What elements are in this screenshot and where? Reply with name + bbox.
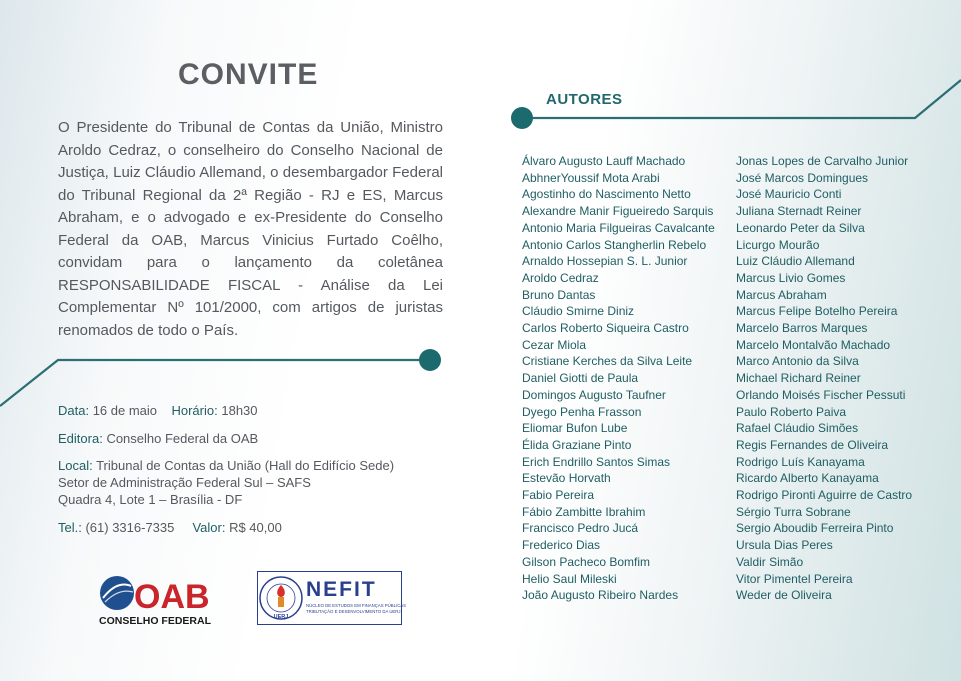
author-name: Frederico Dias <box>522 538 601 553</box>
author-name: Antonio Maria Filgueiras Cavalcante <box>522 220 715 235</box>
author-name: Cezar Miola <box>522 337 587 352</box>
author-name: Luiz Cláudio Allemand <box>736 254 855 269</box>
event-date-time <box>58 402 258 419</box>
author-name: Licurgo Mourão <box>736 237 820 252</box>
publisher-value: Conselho Federal da OAB <box>106 431 259 446</box>
event-place <box>58 457 394 508</box>
oab-caption: CONSELHO FEDERAL <box>99 615 212 627</box>
author-name: Sergio Aboudib Ferreira Pinto <box>736 521 894 536</box>
author-name: Daniel Giotti de Paula <box>522 371 639 386</box>
time-value: 18h30 <box>221 403 258 418</box>
author-name: Estevão Horvath <box>522 471 611 486</box>
oab-emblem <box>97 572 212 628</box>
nefit-seal-text: UERJ <box>273 614 289 620</box>
nefit-name: NEFIT <box>306 578 377 601</box>
author-name: Rodrigo Pironti Aguirre de Castro <box>736 488 913 503</box>
phone-label: Tel.: <box>58 520 82 535</box>
author-name: José Mauricio Conti <box>736 187 842 202</box>
price-value: R$ 40,00 <box>229 520 282 535</box>
author-name: Marco Antonio da Silva <box>736 354 859 369</box>
event-publisher <box>58 430 258 447</box>
author-name: AbhnerYoussif Mota Arabi <box>522 170 660 185</box>
author-name: Álvaro Augusto Lauff Machado <box>522 154 686 168</box>
author-name: Cláudio Smirne Diniz <box>522 304 635 319</box>
invite-title: CONVITE <box>178 58 319 91</box>
author-name: Marcelo Montalvão Machado <box>736 337 891 352</box>
phone-value: (61) 3316-7335 <box>85 520 175 535</box>
author-name: Valdir Simão <box>736 554 804 569</box>
author-name: Aroldo Cedraz <box>522 270 599 285</box>
author-name: Arnaldo Hossepian S. L. Junior <box>522 254 688 269</box>
author-name: Paulo Roberto Paiva <box>736 404 847 419</box>
oab-letters: OAB <box>134 578 210 616</box>
author-name: Orlando Moisés Fischer Pessuti <box>736 387 906 402</box>
author-name: Antonio Carlos Stangherlin Rebelo <box>522 237 707 252</box>
nefit-caption-1: NÚCLEO DE ESTUDOS EM FINANÇAS PÚBLICAS <box>306 603 407 608</box>
left-divider-dot <box>419 349 441 371</box>
author-name: Élida Graziane Pinto <box>522 437 632 452</box>
author-name: Rodrigo Luís Kanayama <box>736 454 865 469</box>
event-contact-price <box>58 519 282 536</box>
author-name: Fabio Pereira <box>522 488 595 503</box>
author-name: Eliomar Bufon Lube <box>522 421 628 436</box>
price-label: Valor: <box>192 520 226 535</box>
author-name: Domingos Augusto Taufner <box>522 387 666 402</box>
author-name: Alexandre Manir Figueiredo Sarquis <box>522 204 714 219</box>
author-name: João Augusto Ribeiro Nardes <box>522 588 679 603</box>
place-line-2: Setor de Administração Federal Sul – SAFS <box>58 475 311 490</box>
author-name: Carlos Roberto Siqueira Castro <box>522 321 689 336</box>
author-name: Regis Fernandes de Oliveira <box>736 437 889 452</box>
author-name: José Marcos Domingues <box>736 170 869 185</box>
place-line-3: Quadra 4, Lote 1 – Brasília - DF <box>58 492 243 507</box>
author-name: Marcelo Barros Marques <box>736 321 868 336</box>
author-name: Sérgio Turra Sobrane <box>736 504 851 519</box>
author-name: Gilson Pacheco Bomfim <box>522 554 651 569</box>
authors-column-1 <box>522 153 715 604</box>
author-name: Juliana Sternadt Reiner <box>736 204 862 219</box>
authors-column-2 <box>736 153 912 604</box>
author-name: Ursula Dias Peres <box>736 538 833 553</box>
nefit-caption-2: TRIBUTAÇÃO E DESENVOLVIMENTO DA UERJ <box>306 609 401 614</box>
author-name: Vitor Pimentel Pereira <box>736 571 853 586</box>
author-name: Cristiane Kerches da Silva Leite <box>522 354 693 369</box>
author-name: Ricardo Alberto Kanayama <box>736 471 879 486</box>
oab-logo <box>97 572 212 628</box>
date-label: Data: <box>58 403 90 418</box>
author-name: Agostinho do Nascimento Netto <box>522 187 691 202</box>
author-name: Marcus Abraham <box>736 287 827 302</box>
author-name: Marcus Felipe Botelho Pereira <box>736 304 898 319</box>
author-name: Leonardo Peter da Silva <box>736 220 865 235</box>
date-value: 16 de maio <box>92 403 158 418</box>
left-divider-line <box>0 360 428 406</box>
author-name: Jonas Lopes de Carvalho Junior <box>736 154 909 168</box>
author-name: Marcus Livio Gomes <box>736 270 846 285</box>
place-label: Local: <box>58 458 93 473</box>
author-name: Helio Saul Mileski <box>522 571 617 586</box>
time-label: Horário: <box>171 403 218 418</box>
place-line-1: Tribunal de Contas da União (Hall do Edifício Sede) <box>96 458 395 473</box>
nefit-emblem <box>257 571 407 625</box>
nefit-logo <box>257 571 407 625</box>
authors-heading: AUTORES <box>546 91 623 108</box>
author-name: Rafael Cláudio Simões <box>736 421 859 436</box>
right-divider-dot <box>511 107 533 129</box>
invite-text: O Presidente do Tribunal de Contas da União, Ministro Aroldo Cedraz, o conselheiro do Conselho Nacional de Justiça, Luiz Cláudio Allemand, o desembargador Federal do Tribunal Regional da 2ª Região - RJ e ES, Marcus Abraham, e o advogado e ex-Presidente do Conselho Federal da OAB, Marcus Vinicius Furtado Coêlho, convidam para o lançamento da coletânea RESPONSABILIDADE FISCAL - Análise da Lei Complementar Nº 101/2000, com artigos de juristas renomados de todo o País. <box>58 119 443 339</box>
author-name: Michael Richard Reiner <box>736 371 861 386</box>
author-name: Erich Endrillo Santos Simas <box>522 454 671 469</box>
author-name: Dyego Penha Frasson <box>522 404 642 419</box>
author-name: Bruno Dantas <box>522 287 596 302</box>
author-name: Francisco Pedro Jucá <box>522 521 639 536</box>
author-name: Weder de Oliveira <box>736 588 832 603</box>
author-name: Fábio Zambitte Ibrahim <box>522 504 646 519</box>
publisher-label: Editora: <box>58 431 103 446</box>
